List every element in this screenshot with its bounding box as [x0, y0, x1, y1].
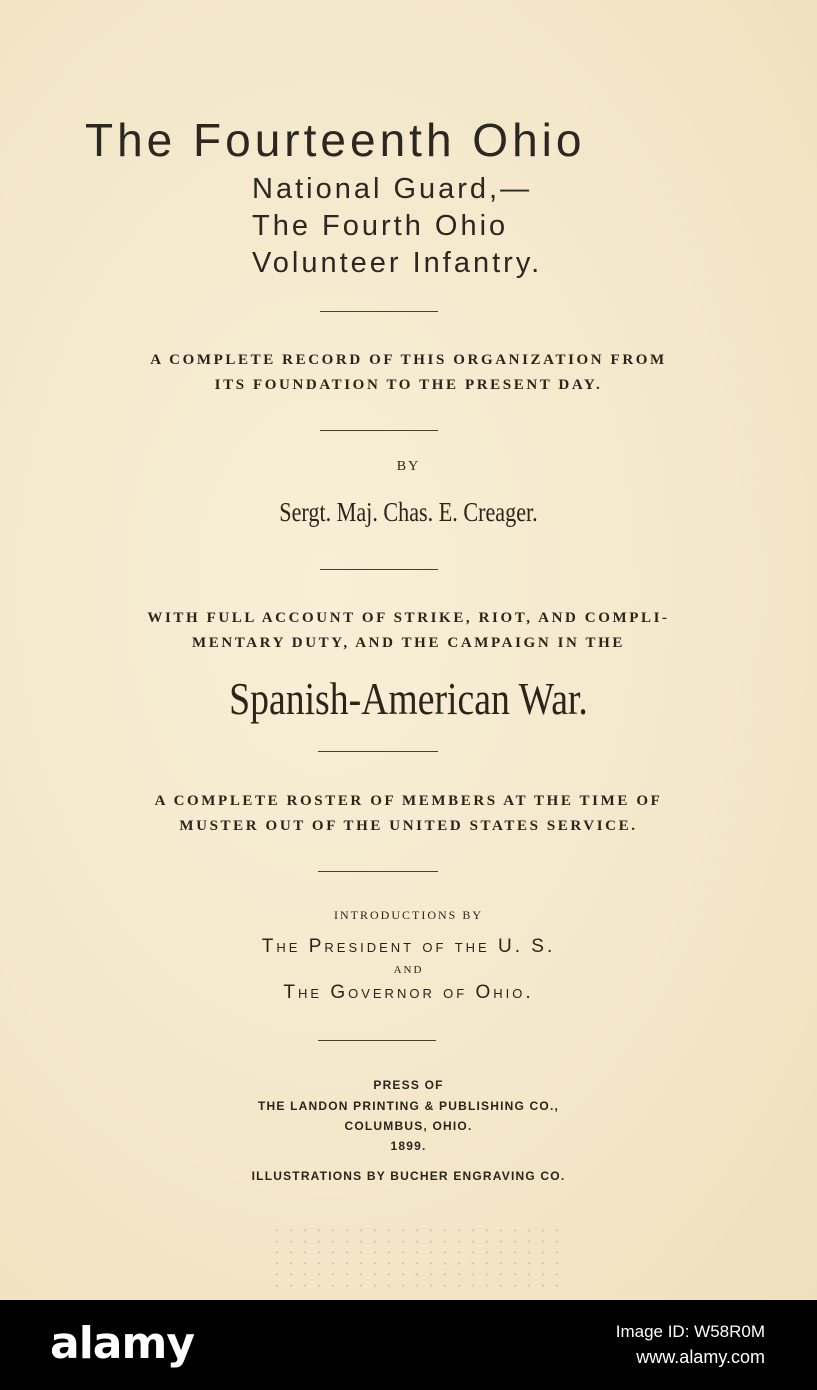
divider-rule: [320, 569, 438, 570]
press-line-1: PRESS OF: [373, 1078, 444, 1092]
illustrations-credit: ILLUSTRATIONS BY BUCHER ENGRAVING CO.: [251, 1169, 566, 1183]
book-title-line-4: Volunteer Infantry.: [252, 247, 543, 279]
alamy-logo: alamy: [50, 1318, 194, 1369]
record-line-1: A COMPLETE RECORD OF THIS ORGANIZATION FROM: [150, 352, 667, 368]
watermark-url: www.alamy.com: [636, 1347, 765, 1367]
introductions-label: INTRODUCTIONS BY: [334, 908, 483, 922]
library-stamp-perforation: [270, 1225, 570, 1295]
book-title-line-2: National Guard,—: [252, 173, 533, 205]
roster-line-1: A COMPLETE ROSTER OF MEMBERS AT THE TIME OF: [154, 793, 663, 809]
account-line-1: WITH FULL ACCOUNT OF STRIKE, RIOT, AND COMPLI-: [147, 610, 670, 626]
record-line-2: ITS FOUNDATION TO THE PRESENT DAY.: [214, 377, 603, 393]
press-line-2: THE LANDON PRINTING & PUBLISHING CO.,: [257, 1099, 560, 1113]
introduction-governor: The Governor of Ohio.: [283, 982, 534, 1003]
and-label: AND: [393, 964, 424, 976]
press-line-4: 1899.: [390, 1139, 427, 1153]
war-heading: Spanish-American War.: [229, 673, 588, 724]
image-id: Image ID: W58R0M: [615, 1322, 765, 1341]
book-title-line-3: The Fourth Ohio: [252, 210, 509, 242]
roster-line-2: MUSTER OUT OF THE UNITED STATES SERVICE.: [179, 818, 638, 834]
divider-rule: [318, 871, 438, 872]
divider-rule: [320, 311, 438, 312]
account-line-2: MENTARY DUTY, AND THE CAMPAIGN IN THE: [191, 635, 626, 651]
author-name: Sergt. Maj. Chas. E. Creager.: [279, 497, 538, 527]
divider-rule: [318, 1040, 436, 1041]
introduction-president: The President of the U. S.: [261, 936, 556, 957]
divider-rule: [318, 751, 438, 752]
divider-rule: [320, 430, 438, 431]
by-label: BY: [396, 459, 421, 474]
book-title-line-1: The Fourteenth Ohio: [85, 114, 586, 166]
press-line-3: COLUMBUS, OHIO.: [344, 1119, 473, 1133]
